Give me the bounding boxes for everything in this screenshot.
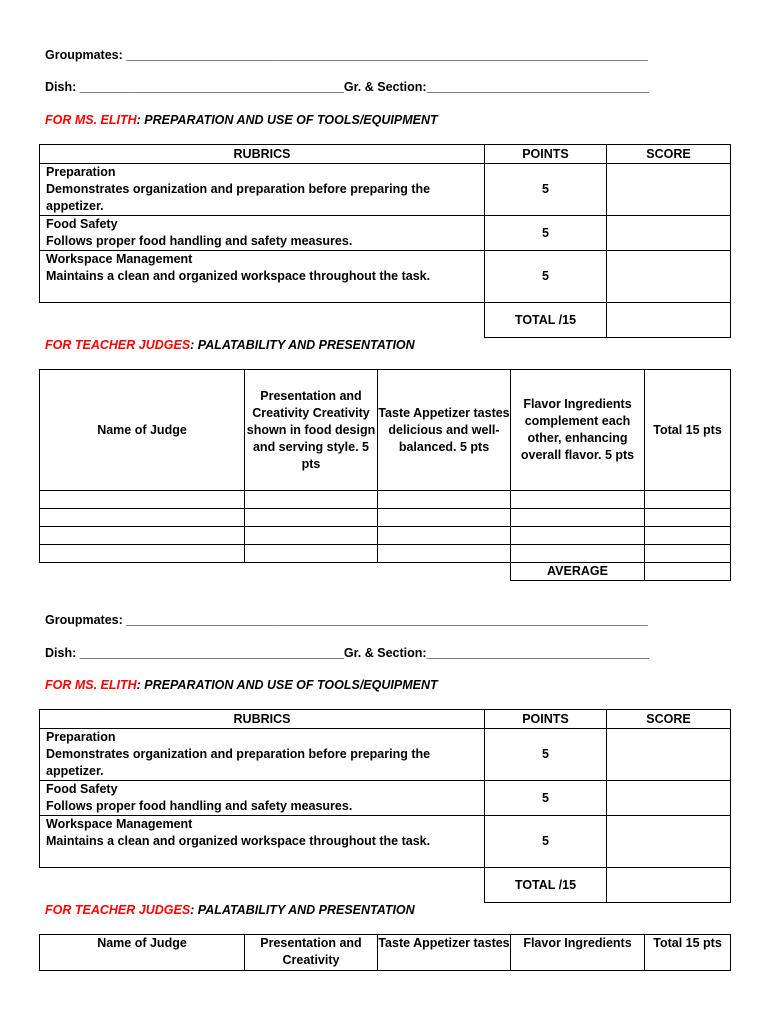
judge-row bbox=[40, 491, 731, 509]
rubric-desc: Follows proper food handling and safety measures. bbox=[46, 234, 353, 248]
elith-heading-rest: : PREPARATION AND USE OF TOOLS/EQUIPMENT bbox=[136, 113, 438, 127]
score-cell[interactable] bbox=[607, 816, 731, 868]
score-cell[interactable] bbox=[607, 216, 731, 251]
judge-cell[interactable] bbox=[645, 509, 731, 527]
total-header: Total 15 pts bbox=[645, 935, 731, 971]
judge-cell[interactable] bbox=[378, 491, 511, 509]
taste-header: Taste Appetizer tastes bbox=[378, 935, 511, 971]
dish-section-line: Dish: ______________________________________Gr. & Section:________________________________ bbox=[45, 80, 650, 94]
score-cell[interactable] bbox=[607, 164, 731, 216]
total-header: Total 15 pts bbox=[645, 370, 731, 491]
judge-cell[interactable] bbox=[511, 527, 645, 545]
judge-cell[interactable] bbox=[40, 527, 245, 545]
judge-row bbox=[40, 527, 731, 545]
rubric-table bbox=[39, 709, 731, 903]
judge-cell[interactable] bbox=[511, 491, 645, 509]
judge-cell[interactable] bbox=[245, 509, 378, 527]
rubric-row bbox=[40, 164, 731, 216]
judges-heading bbox=[45, 903, 415, 917]
rubrics-header: RUBRICS bbox=[40, 145, 485, 164]
groupmates-line: Groupmates: ___________________________________________________________________________ bbox=[45, 613, 648, 627]
rubric-points: 5 bbox=[485, 729, 607, 781]
rubric-title: Food Safety bbox=[46, 217, 118, 231]
rubric-points: 5 bbox=[485, 781, 607, 816]
rubric-points: 5 bbox=[485, 164, 607, 216]
rubric-points: 5 bbox=[485, 816, 607, 868]
judge-cell[interactable] bbox=[245, 491, 378, 509]
judge-cell[interactable] bbox=[645, 491, 731, 509]
judges-heading-red: FOR TEACHER JUDGES bbox=[45, 338, 191, 352]
points-header: POINTS bbox=[485, 710, 607, 729]
dish-section-line: Dish: ______________________________________Gr. & Section:________________________________ bbox=[45, 646, 650, 660]
judge-name-header: Name of Judge bbox=[40, 370, 245, 491]
judge-table bbox=[39, 934, 731, 971]
rubric-title: Food Safety bbox=[46, 782, 118, 796]
rubric-desc: Maintains a clean and organized workspace throughout the task. bbox=[46, 269, 431, 283]
elith-heading-red: FOR MS. ELITH bbox=[45, 113, 137, 127]
elith-heading-red: FOR MS. ELITH bbox=[45, 678, 137, 692]
judge-cell[interactable] bbox=[645, 527, 731, 545]
rubric-table bbox=[39, 144, 731, 338]
rubric-desc: Follows proper food handling and safety measures. bbox=[46, 799, 353, 813]
judge-cell[interactable] bbox=[645, 545, 731, 563]
elith-heading-rest: : PREPARATION AND USE OF TOOLS/EQUIPMENT bbox=[136, 678, 438, 692]
rubric-title: Preparation bbox=[46, 165, 116, 179]
judge-row bbox=[40, 545, 731, 563]
elith-heading bbox=[45, 113, 438, 127]
judge-name-header: Name of Judge bbox=[40, 935, 245, 971]
judge-cell[interactable] bbox=[378, 545, 511, 563]
rubric-desc: Demonstrates organization and preparation before preparing the appetizer. bbox=[46, 747, 431, 778]
judge-cell[interactable] bbox=[40, 491, 245, 509]
judge-row bbox=[40, 509, 731, 527]
judges-heading-red: FOR TEACHER JUDGES bbox=[45, 903, 191, 917]
rubric-row bbox=[40, 816, 731, 868]
judges-heading-rest: : PALATABILITY AND PRESENTATION bbox=[190, 338, 415, 352]
groupmates-line: Groupmates: ___________________________________________________________________________ bbox=[45, 48, 648, 62]
average-cell[interactable] bbox=[645, 563, 731, 581]
judge-cell[interactable] bbox=[40, 509, 245, 527]
judge-cell[interactable] bbox=[511, 509, 645, 527]
total-score-cell[interactable] bbox=[607, 868, 731, 903]
average-label: AVERAGE bbox=[511, 563, 645, 581]
judge-cell[interactable] bbox=[378, 527, 511, 545]
judge-cell[interactable] bbox=[40, 545, 245, 563]
judge-cell[interactable] bbox=[378, 509, 511, 527]
rubric-row bbox=[40, 251, 731, 303]
rubric-row bbox=[40, 781, 731, 816]
judge-table-cutoff bbox=[0, 934, 768, 971]
rubric-desc: Demonstrates organization and preparation before preparing the appetizer. bbox=[46, 182, 431, 213]
score-cell[interactable] bbox=[607, 781, 731, 816]
total-label: TOTAL /15 bbox=[485, 868, 607, 903]
rubric-title: Workspace Management bbox=[46, 817, 193, 831]
presentation-header: Presentation and Creativity bbox=[245, 935, 378, 971]
rubric-desc: Maintains a clean and organized workspace throughout the task. bbox=[46, 834, 431, 848]
judge-cell[interactable] bbox=[245, 527, 378, 545]
judge-cell[interactable] bbox=[511, 545, 645, 563]
score-header: SCORE bbox=[607, 145, 731, 164]
judge-table bbox=[39, 369, 731, 581]
rubric-title: Preparation bbox=[46, 730, 116, 744]
rubric-points: 5 bbox=[485, 216, 607, 251]
rubrics-header: RUBRICS bbox=[40, 710, 485, 729]
score-cell[interactable] bbox=[607, 251, 731, 303]
rubric-row bbox=[40, 729, 731, 781]
judges-heading bbox=[45, 338, 415, 352]
presentation-header: Presentation and Creativity Creativity shown in food design and serving style. 5 pts bbox=[245, 370, 378, 491]
rubric-points: 5 bbox=[485, 251, 607, 303]
flavor-header: Flavor Ingredients complement each other, enhancing overall flavor. 5 pts bbox=[511, 370, 645, 491]
judge-cell[interactable] bbox=[245, 545, 378, 563]
flavor-header: Flavor Ingredients bbox=[511, 935, 645, 971]
score-header: SCORE bbox=[607, 710, 731, 729]
rubric-title: Workspace Management bbox=[46, 252, 193, 266]
score-cell[interactable] bbox=[607, 729, 731, 781]
elith-heading bbox=[45, 678, 438, 692]
rubric-row bbox=[40, 216, 731, 251]
total-score-cell[interactable] bbox=[607, 303, 731, 338]
points-header: POINTS bbox=[485, 145, 607, 164]
total-label: TOTAL /15 bbox=[485, 303, 607, 338]
judges-heading-rest: : PALATABILITY AND PRESENTATION bbox=[190, 903, 415, 917]
taste-header: Taste Appetizer tastes delicious and well-balanced. 5 pts bbox=[378, 370, 511, 491]
